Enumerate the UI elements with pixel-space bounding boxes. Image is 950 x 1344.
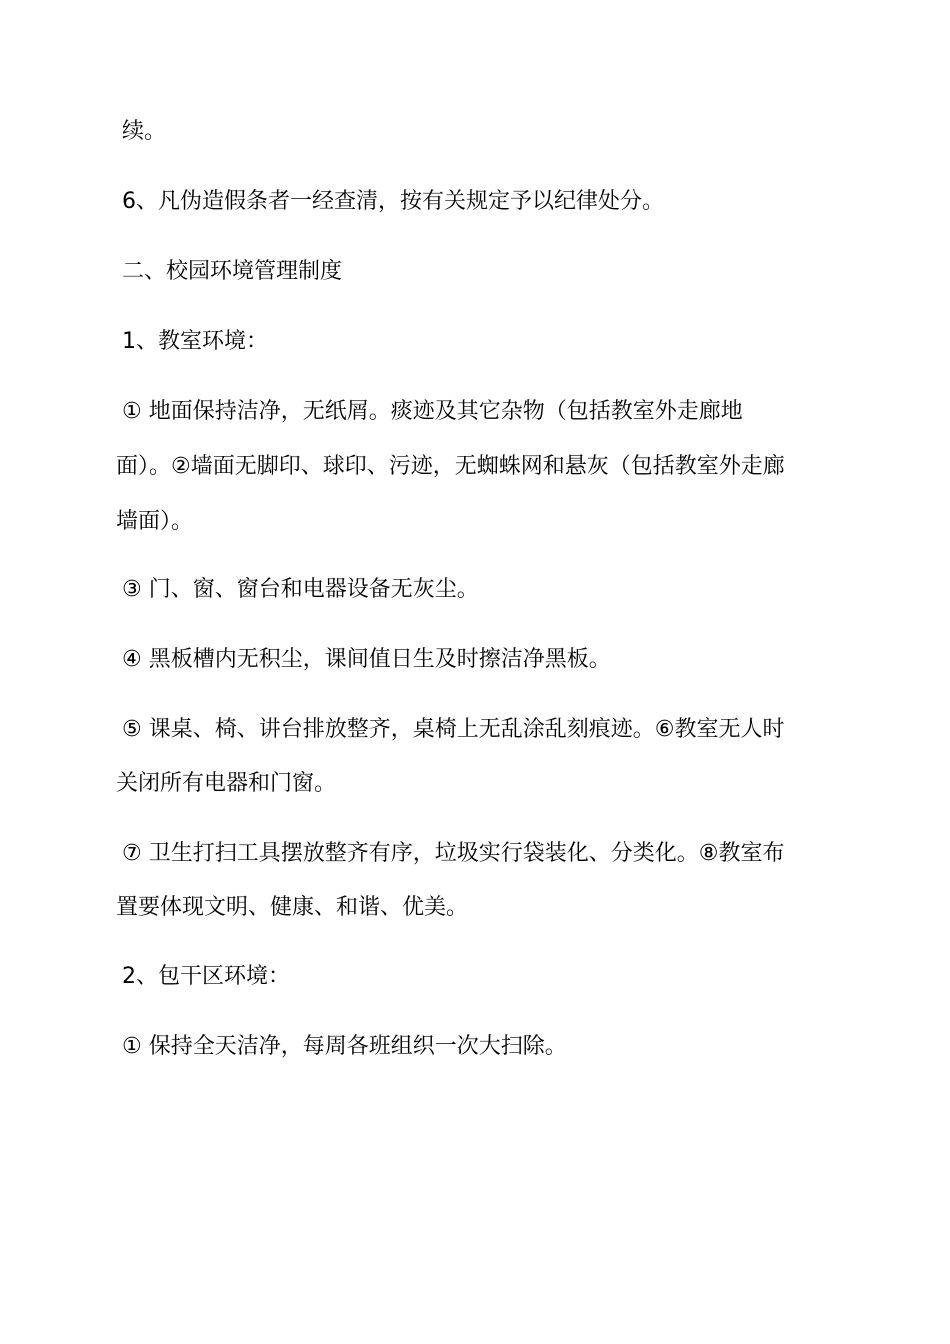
section-heading-campus-environment: 二、校园环境管理制度: [122, 259, 343, 284]
classroom-item-4: ④ 黑板槽内无积尘，课间值日生及时擦洁净黑板。: [122, 647, 611, 672]
classroom-item-7-line-1: ⑦ 卫生打扫工具摆放整齐有序，垃圾实行袋装化、分类化。⑧教室布: [122, 841, 785, 866]
assigned-area-item-1: ① 保持全天洁净，每周各班组织一次大扫除。: [122, 1034, 567, 1059]
text-line-continuation: 续。: [122, 119, 167, 144]
classroom-item-6-line-2: 关闭所有电器和门窗。: [116, 771, 337, 796]
subsection-heading-assigned-area: 2、包干区环境：: [122, 964, 290, 989]
rule-item-6: 6、凡伪造假条者一经查清，按有关规定予以纪律处分。: [122, 189, 664, 214]
classroom-item-8-line-2: 置要体现文明、健康、和谐、优美。: [116, 895, 469, 920]
classroom-item-2-line-2: 墙面）。: [116, 509, 194, 534]
classroom-item-5-line-1: ⑤ 课桌、椅、讲台排放整齐，桌椅上无乱涂乱刻痕迹。⑥教室无人时: [122, 717, 785, 742]
classroom-item-3: ③ 门、窗、窗台和电器设备无灰尘。: [122, 577, 479, 602]
classroom-item-1-line-1: ① 地面保持洁净，无纸屑。痰迹及其它杂物（包括教室外走廊地: [122, 399, 743, 424]
classroom-item-1-line-2: 面）。②墙面无脚印、球印、污迹，无蜘蛛网和悬灰（包括教室外走廊: [116, 454, 785, 479]
subsection-heading-classroom: 1、教室环境：: [122, 329, 268, 354]
